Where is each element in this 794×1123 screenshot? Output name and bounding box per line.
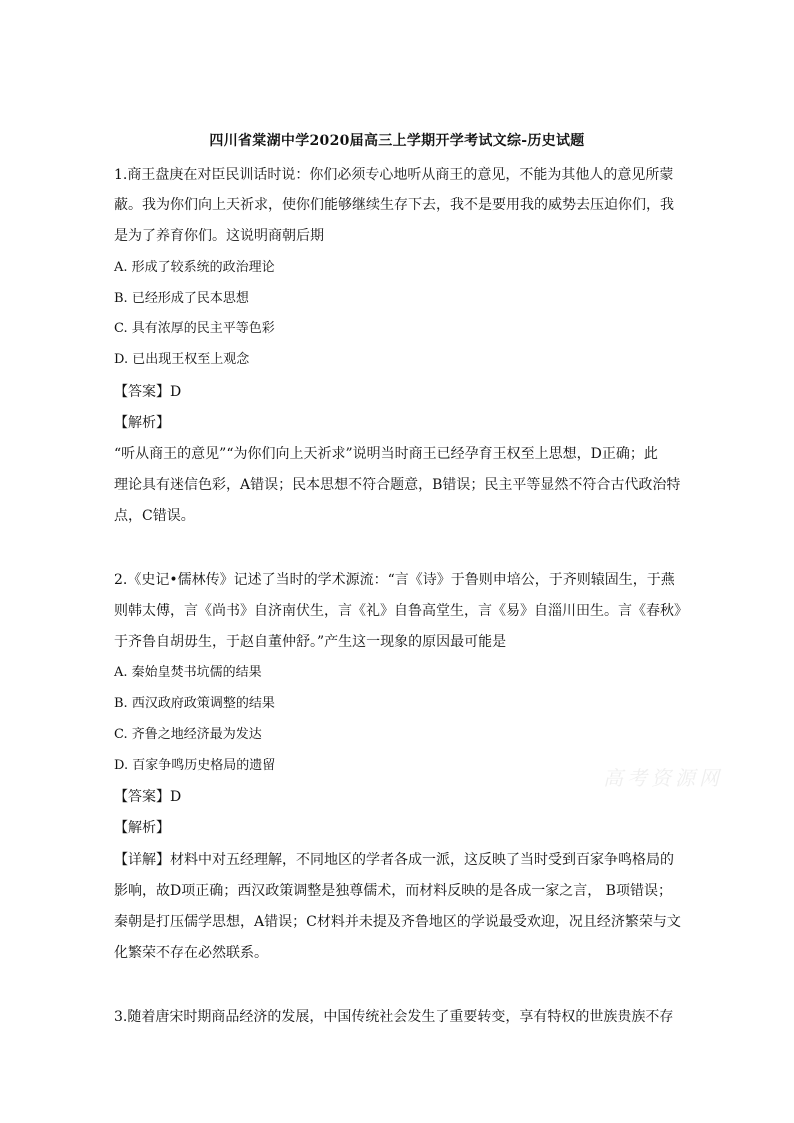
q2-analysis-line-2: 影响，故D项正确；西汉政策调整是独尊儒术，而材料反映的是各成一家之言， B项错误； xyxy=(114,883,672,899)
q2-analysis-line-1: 【详解】材料中对五经理解，不同地区的学者各成一派，这反映了当时受到百家争鸣格局的 xyxy=(114,852,674,868)
q1-stem-line-3: 是为了养育你们。这说明商朝后期 xyxy=(114,228,324,244)
watermark: 高考资源网 xyxy=(603,766,723,790)
q2-stem-line-1: 2.《史记•儒林传》记述了当时的学术源流：“言《诗》于鲁则申培公，于齐则辕固生，于燕 xyxy=(114,572,675,588)
q1-analysis-line-1: “听从商王的意见”“为你们向上天祈求”说明当时商王已经孕育王权至上思想，D正确；此 xyxy=(114,446,658,462)
q2-analysis-line-4: 化繁荣不存在必然联系。 xyxy=(114,945,268,961)
q1-option-c: C. 具有浓厚的民主平等色彩 xyxy=(114,321,275,336)
q2-option-a: A. 秦始皇焚书坑儒的结果 xyxy=(114,665,262,680)
q3-stem-line-1: 3.随着唐宋时期商品经济的发展，中国传统社会发生了重要转变，享有特权的世族贵族不存 xyxy=(114,1009,674,1025)
q2-stem-line-3: 于齐鲁自胡毋生，于赵自董仲舒。”产生这一现象的原因最可能是 xyxy=(114,634,507,650)
q1-option-d: D. 已出现王权至上观念 xyxy=(114,352,250,367)
q1-stem-line-1: 1.商王盘庚在对臣民训话时说：你们必须专心地听从商王的意见，不能为其他人的意见所蒙 xyxy=(114,167,674,183)
q1-analysis-line-2: 理论具有迷信色彩，A错误；民本思想不符合题意，B错误；民主平等显然不符合古代政治特 xyxy=(114,477,681,493)
q2-stem-line-2: 则韩太傅，言《尚书》自济南伏生，言《礼》自鲁高堂生，言《易》自淄川田生。言《春秋》 xyxy=(114,603,688,619)
q1-analysis-line-3: 点，C错误。 xyxy=(114,508,195,524)
q1-option-b: B. 已经形成了民本思想 xyxy=(114,291,249,306)
document-title: 四川省棠湖中学2020届高三上学期开学考试文综-历史试题 xyxy=(209,133,585,149)
q2-option-d: D. 百家争鸣历史格局的遗留 xyxy=(114,758,276,773)
q1-stem-line-2: 蔽。我为你们向上天祈求，使你们能够继续生存下去，我不是要用我的威势去压迫你们，我 xyxy=(114,197,674,213)
q2-option-b: B. 西汉政府政策调整的结果 xyxy=(114,696,275,711)
q1-option-a: A. 形成了较系统的政治理论 xyxy=(114,260,275,275)
q1-analysis-label: 【解析】 xyxy=(114,415,170,431)
q2-analysis-label: 【解析】 xyxy=(114,820,170,836)
q1-answer: 【答案】D xyxy=(114,384,182,400)
q2-option-c: C. 齐鲁之地经济最为发达 xyxy=(114,727,262,742)
q2-answer: 【答案】D xyxy=(114,789,182,805)
q2-analysis-line-3: 秦朝是打压儒学思想，A错误；C材料并未提及齐鲁地区的学说最受欢迎，况且经济繁荣与文 xyxy=(114,914,681,930)
